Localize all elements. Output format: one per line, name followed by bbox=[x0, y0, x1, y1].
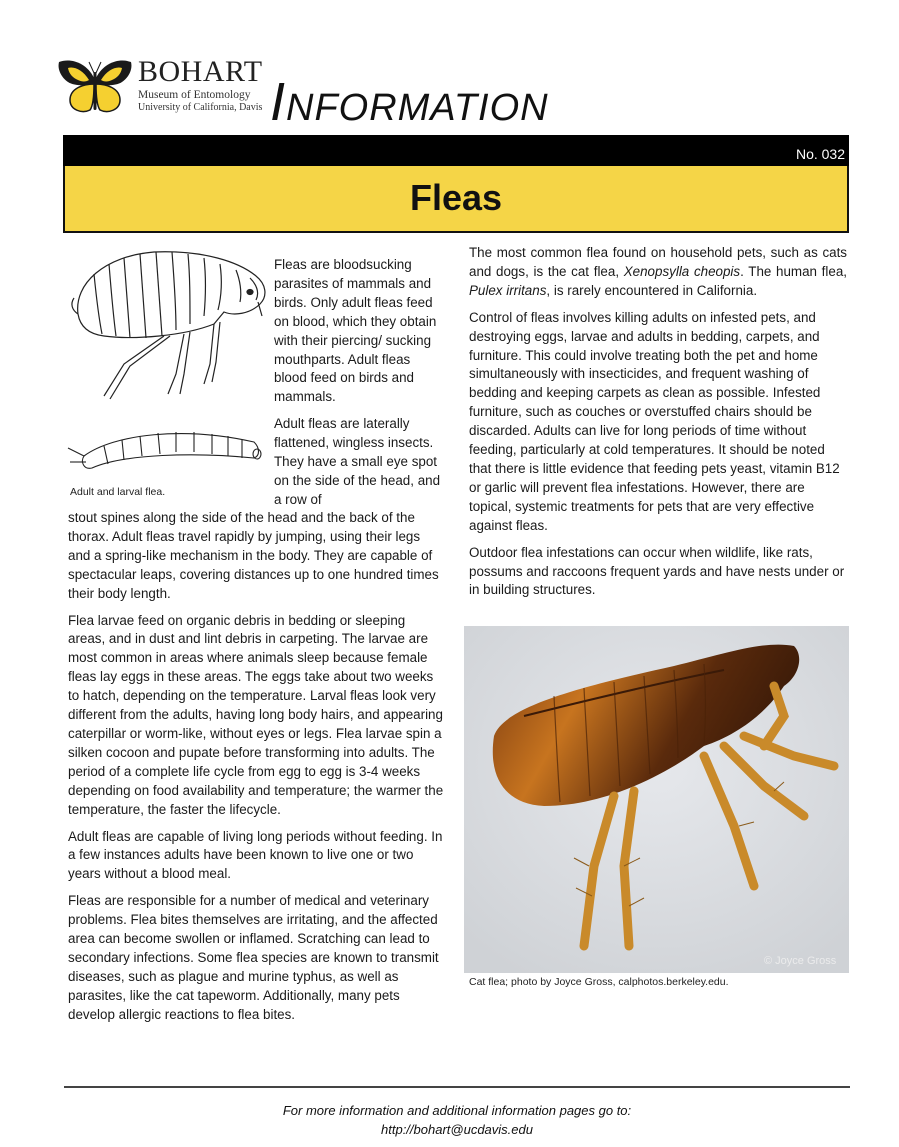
paragraph-medical: Fleas are responsible for a number of medical and veterinary problems. Flea bites themselves are irritating, and the affected area can become swollen or inflamed. Scratching can lead to secondary infections. Some flea species are known to transmit diseases, such as plague and murine typhus, as well as parasites, like the cat tapeworm. Additionally, many pets develop allergic reactions to flea bites. bbox=[68, 893, 439, 1022]
adult-flea-drawing bbox=[64, 244, 274, 406]
footer-divider bbox=[64, 1086, 850, 1088]
right-column bbox=[469, 244, 847, 608]
footer-link[interactable]: http://bohart@ucdavis.edu bbox=[381, 1122, 533, 1137]
photo-watermark: © Joyce Gross bbox=[764, 955, 837, 967]
intro-paragraph-2: Adult fleas are laterally flattened, wingless insects. They have a small eye spot on the side of the head, and a row of bbox=[274, 416, 441, 507]
logo-subtitle-university: University of California, Davis bbox=[138, 102, 263, 113]
title-banner bbox=[63, 166, 849, 233]
paragraph-outdoor: Outdoor flea infestations can occur when wildlife, like rats, possums and raccoons frequent yards and have nests under or in building structures. bbox=[469, 544, 845, 598]
intro-text bbox=[274, 256, 446, 518]
left-column bbox=[68, 509, 446, 1033]
species-name-human-flea: Pulex irritans bbox=[469, 282, 547, 298]
species-name-cat-flea: Xenopsylla cheopis bbox=[623, 263, 741, 279]
cat-flea-photo bbox=[464, 626, 849, 973]
issue-number: No. 032 bbox=[795, 146, 845, 162]
larval-flea-drawing bbox=[64, 412, 270, 474]
page-title: Fleas bbox=[409, 177, 503, 218]
paragraph-adult-description: stout spines along the side of the head and the back of the thorax. Adult fleas travel rapidly by jumping, using their legs and a spring-like mechanism in the body. They are capable of spectacular leaps, covering distances up to one hundred times their body length. bbox=[68, 510, 439, 601]
bohart-logo bbox=[56, 56, 261, 118]
section-title: Information bbox=[270, 72, 549, 132]
paragraph-survival: Adult fleas are capable of living long periods without feeding. In a few instances adults have been known to live one or two years without a blood meal. bbox=[68, 828, 443, 882]
text-span: The most common flea found on household pets, such as cats and dogs, is the cat flea, bbox=[469, 245, 847, 279]
text-span: . The human flea, bbox=[740, 263, 847, 279]
paragraph-control: Control of fleas involves killing adults on infested pets, and destroying eggs, larvae and adults in bedding, carpets, and furniture. This could involve treating both the pet and home simultaneously with insecticides, and frequent washing of bedding and keeping carpets as clean as possible. Infested furniture, such as couches or overstuffed chairs should be discarded. Adults can live for long periods of time without feeding, particularly at cold temperatures. It should be noted that there is little evidence that feeding pets yeast, vitamin B12 or garlic will prevent flea infestations. However, there are topical, systemic treatments for pets that are very effective against fleas. bbox=[469, 309, 840, 533]
drawing-caption: Adult and larval flea. bbox=[70, 486, 166, 498]
logo-brand: BOHART bbox=[138, 55, 263, 88]
header-bar bbox=[63, 135, 849, 166]
paragraph-common-flea bbox=[469, 244, 847, 301]
text-span: , is rarely encountered in California. bbox=[546, 282, 758, 298]
footer-line-1: For more information and additional information pages go to: bbox=[282, 1103, 632, 1118]
paragraph-larvae: Flea larvae feed on organic debris in bedding or sleeping areas, and in dust and lint debris in carpeting. The larvae are most common in areas where animals sleep because female fleas lay eggs in these areas. The eggs take about two weeks to hatch, depending on the temperature. Larval fleas look very different from the adults, having long body hairs, and appearing caterpillar or worm-like, without eyes or legs. Flea larvae spin a silken cocoon and pupate before transforming into adults. The period of a complete life cycle from egg to egg is 3-4 weeks depending on food availability and temperature; the warmer the temperature, the faster the lifecycle. bbox=[68, 612, 444, 817]
footer bbox=[64, 1101, 850, 1139]
butterfly-icon bbox=[56, 56, 134, 116]
photo-caption: Cat flea; photo by Joyce Gross, calphotos.berkeley.edu. bbox=[469, 976, 729, 988]
intro-paragraph-1: Fleas are bloodsucking parasites of mammals and birds. Only adult fleas feed on blood, which they obtain with their piercing/ sucking mouthparts. Adult fleas blood feed on birds and mammals. bbox=[274, 257, 437, 405]
logo-subtitle-museum: Museum of Entomology bbox=[138, 89, 251, 101]
